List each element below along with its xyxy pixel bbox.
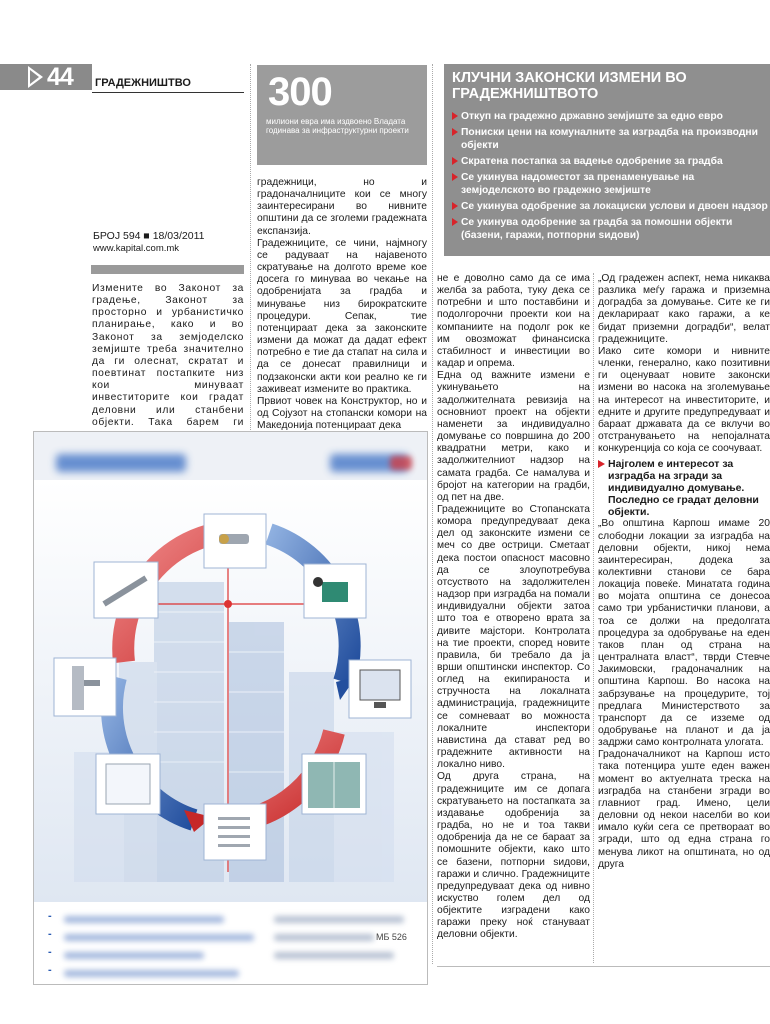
paragraph: не е доволно само да се има желба за работа, туку дека се потребни и што поставбини и подолгорочни проекти кои на компаниите на подолг рок ке им овозможат финансиска стабилност и инвестиции во кадар и опрема. bbox=[437, 273, 590, 370]
column-divider bbox=[593, 273, 594, 963]
ad-text-blurred bbox=[64, 916, 224, 923]
ad-text-blurred bbox=[64, 952, 204, 959]
ad-text-blurred bbox=[274, 934, 374, 941]
paragraph: „Од градежен аспект, нема никаква разлика меѓу гаража и приземна доградба за домување. Сите ке ги декларираат како гаражи, а ке бидат приземни доградби“, велат градежниците. bbox=[598, 273, 770, 345]
article-column-2 bbox=[257, 177, 427, 432]
key-changes-list bbox=[452, 110, 770, 245]
door-closer-icon bbox=[94, 562, 158, 618]
paragraph: Измените во Законот за градење, Законот за просторно и урбанистичко планирање, како и во Законот за земјоделско земјиште треба значително да ги олеснат, скратат и поевтинат постапките низ кои минуваат инвеститорите кои градат деловни или станбени објекти. Така барем ги bbox=[92, 283, 244, 428]
paragraph: Една од важните измени е укинувањето на задолжителната ревизија на основниот проект на објекти наменети за индивидуално домување со површина до 200 квадратни метри, како и задолжителниот надзор на самата градба. Се намалува и бројот на категории на градби, од пет на две. bbox=[437, 370, 590, 503]
advertisement bbox=[33, 431, 428, 985]
key-system-icon bbox=[204, 804, 266, 860]
page-number-tab bbox=[0, 64, 92, 90]
paragraph: „Во општина Карпош имаме 20 слободни локации за изградба на деловни објекти, никој нема заинтересиран, додека за колективни станови се бара локација повеќе. Минатата година во мојата општина се донесоа само три урбанистички планови, а тоа се должи на предолгата процедура за одобрување на еден таков план од страна на централната власт“, тврди Стевче Јакимовски, градоначалник на општина Карпош. Во насока на забрзување на процедурите, тој предлага Министерството за транспорт да се изземе од одобрување на планот и да ја задржи само контролната улогата. bbox=[598, 518, 770, 749]
play-triangle-icon bbox=[28, 66, 43, 88]
subheading bbox=[598, 458, 770, 518]
gray-accent-bar bbox=[91, 265, 244, 274]
paragraph: Градежниците во Стопанската комора предупредуваат дека дел од законските измени се меч со две острици. Сметаат дека постои опасност масовно да се злоупотребува отсуството на задолжителен надзор при изградба на помали индивидуални објекти затоа што тоа е отворено врата за дивите мајстори. Контролата на тие проекти, според новите правила, би требало да ја врши општински инспектор. Со оглед на екипираноста и стручноста на локалната администрација, градежниците се сомневаат во можноста локалните инспектори навистина да стават ред во градежните активности на локално ниво. bbox=[437, 503, 590, 771]
issue-number-date: БРОЈ 594 ■ 18/03/2011 bbox=[93, 230, 205, 242]
paragraph: градежници, но и градоначалниците кои се многу заинтересирани во нивните општини да се зголеми градежната експанзија. bbox=[257, 177, 427, 237]
page-number: 44 bbox=[47, 62, 73, 91]
bullet-arrow-icon bbox=[452, 173, 458, 181]
bullet-arrow-icon bbox=[452, 218, 458, 226]
key-change-item: Се укинува одобрение за градба за помошни објекти (базени, гаражи, потпорни ѕидови) bbox=[452, 216, 770, 242]
bullet-arrow-icon bbox=[452, 112, 458, 120]
ad-illustration bbox=[34, 432, 427, 902]
ad-text-blurred bbox=[274, 916, 404, 923]
ad-text-blurred bbox=[274, 952, 394, 959]
article-column-1 bbox=[92, 283, 244, 453]
door-lock-cylinder-icon bbox=[204, 514, 266, 568]
paragraph: Првиот човек на Конструктор, но и од Сојузот на стопански комори на Македонија потенцираат дека bbox=[257, 395, 427, 432]
section-title: ГРАДЕЖНИШТВО bbox=[95, 77, 191, 89]
article-column-3 bbox=[437, 273, 590, 942]
revolving-door-icon bbox=[302, 754, 366, 814]
bottom-rule bbox=[437, 966, 770, 967]
website: www.kapital.com.mk bbox=[93, 243, 180, 254]
paragraph: Градоначалникот на Карпош исто така потенцира уште еден важен момент во актуелната треска на изградба на станбени згради во главниот град. Имено, цели деловни од некои населби во кои имало куќи сега се претвораат во згради, што од една страна го менува ликот на општината, но од друга bbox=[598, 749, 770, 870]
key-change-item: Пониски цени на комуналните за изградба на производни објекти bbox=[452, 126, 770, 152]
ad-code: МБ 526 bbox=[376, 932, 407, 942]
bullet-arrow-icon bbox=[598, 460, 605, 468]
stat-caption: милиони евра има издвоено Владата годинава за инфраструктурни проекти bbox=[266, 117, 409, 135]
paragraph: Иако сите комори и нивните членки, генерално, како позитивни ги оценуваат новите законски измени во насока на зголемување на интересот на инвеститорите, и едните и другите предупредуваат и бараат државата да се вклучи во отстранувањето на непојалната конкуренција со која се соочуваат. bbox=[598, 345, 770, 455]
column-divider bbox=[432, 64, 433, 964]
stat-number: 300 bbox=[268, 70, 332, 114]
bullet-arrow-icon bbox=[452, 202, 458, 210]
header-rule bbox=[92, 92, 244, 93]
access-card-reader-icon bbox=[304, 564, 366, 618]
article-column-4 bbox=[598, 273, 770, 871]
key-change-item: Откуп на градежно државно земјиште за едно евро bbox=[452, 110, 770, 123]
key-change-item: Се укинува одобрение за локациски услови и двоен надзор bbox=[452, 200, 770, 213]
mortise-lock-icon bbox=[54, 658, 116, 716]
paragraph: Градежниците, се чини, најмногу се радуваат на најавеното скратување на долгото време кое досега го минуваа во чекање на одобренијата за градба и минување низ бирократските процедури. Сепак, тие потенцираат дека за законските измени да можат да дадат ефект потребно е тие да стапат на сила и да се донесат правилници и подзаконски акти кои реално ке ги заживеат измените во практика. bbox=[257, 237, 427, 395]
column-divider bbox=[250, 64, 251, 434]
bullet-arrow-icon bbox=[452, 157, 458, 165]
key-changes-title: КЛУЧНИ ЗАКОНСКИ ИЗМЕНИ ВО ГРАДЕЖНИШТВОТО bbox=[452, 70, 687, 102]
key-change-item: Се укинува надоместот за пренаменување на земјоделското во градежно земјиште bbox=[452, 171, 770, 197]
bullet-arrow-icon bbox=[452, 128, 458, 136]
ad-text-blurred bbox=[64, 970, 239, 977]
paragraph: Од друга страна, на градежниците им се допага скратувањето на постапката за издавање одобренија за градба, но не и тоа такви одобренија да не се бараат за помошните објекти, како што се базени, потпорни ѕидови, гаражи и слично. Градежниците предупредуваат дека од нивно искуство голем дел од објектите изградени како гаражи преку ноќ стануваат деловни објекти. bbox=[437, 771, 590, 941]
monitor-software-icon bbox=[349, 660, 411, 718]
ad-text-blurred bbox=[64, 934, 254, 941]
subheading-text: Најголем е интересот за изградба на згради за индивидуално домување. Последно се градат деловни објекти. bbox=[608, 458, 759, 519]
glass-partition-icon bbox=[96, 754, 160, 814]
key-change-item: Скратена постапка за вадење одобрение за градба bbox=[452, 155, 770, 168]
ad-footer: - - - - bbox=[34, 902, 427, 984]
